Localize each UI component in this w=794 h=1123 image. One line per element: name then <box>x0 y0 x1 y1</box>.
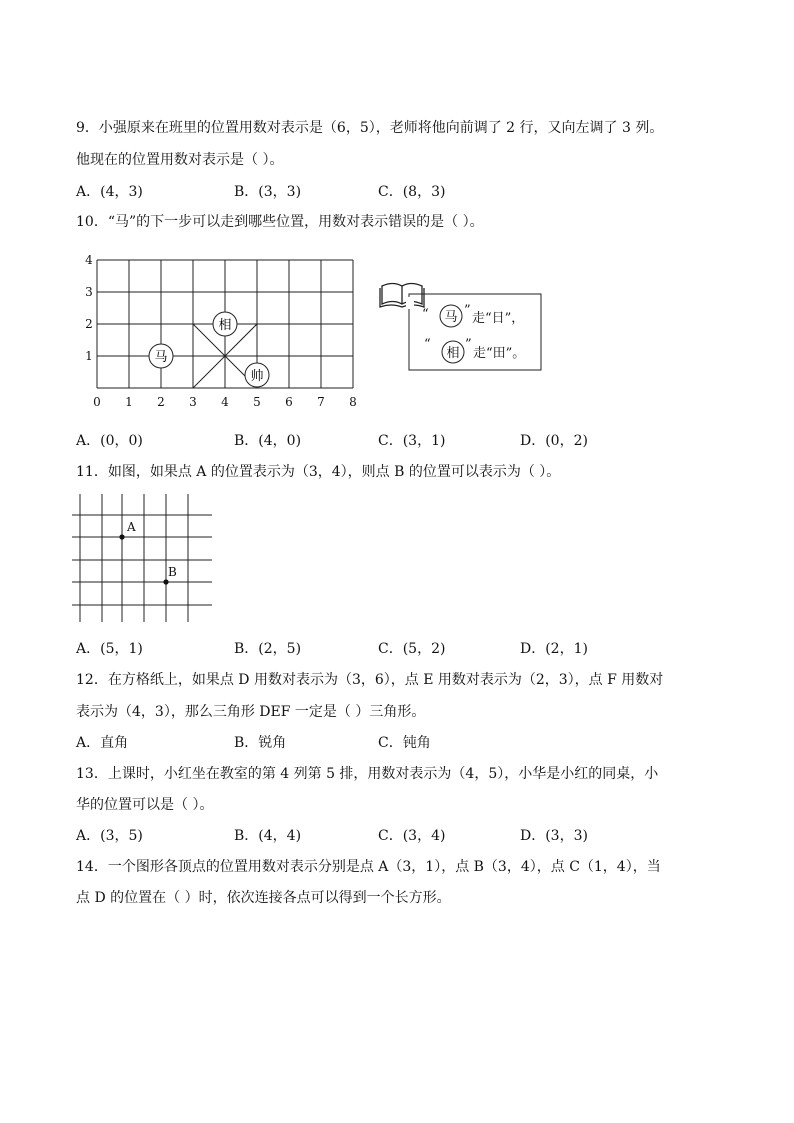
q14-line1: 14．一个图形各顶点的位置用数对表示分别是点 A（3，1），点 B（3，4），点 C（1，4），当 <box>76 859 661 875</box>
q13-option-b[interactable]: B．(4，4) <box>234 828 302 844</box>
q9-line2: 他现在的位置用数对表示是（ ）。 <box>76 152 284 168</box>
q13-option-a[interactable]: A．(3，5) <box>76 828 143 844</box>
x-tick-label: 7 <box>317 395 325 409</box>
q9-line1: 9．小强原来在班里的位置用数对表示是（6，5），老师将他向前调了 2 行，又向左调了 3 列。 <box>76 120 664 136</box>
note-piece-xiang: 相 <box>446 346 460 361</box>
x-tick-label: 8 <box>349 395 357 409</box>
q10-option-d[interactable]: D．(0，2) <box>520 433 588 449</box>
q11-grid-figure <box>72 494 214 624</box>
point-a <box>119 534 124 539</box>
x-tick-label: 2 <box>157 395 165 409</box>
q12-line2: 表示为（4，3），那么三角形 DEF 一定是（ ）三角形。 <box>76 704 426 720</box>
q13-line1: 13．上课时，小红坐在教室的第 4 列第 5 排，用数对表示为（4，5），小华是小红的同桌，小 <box>76 766 659 782</box>
q13-line2: 华的位置可以是（ ）。 <box>76 797 214 813</box>
q11-option-a[interactable]: A．(5，1) <box>76 641 143 657</box>
svg-text:帅: 帅 <box>250 369 264 384</box>
close-quote: ” <box>464 303 471 318</box>
point-b-label: B <box>168 565 177 579</box>
x-tick-label: 4 <box>221 395 229 409</box>
y-tick-label: 4 <box>85 253 93 267</box>
q10-option-c[interactable]: C．(3，1) <box>378 433 446 449</box>
piece-shuai <box>245 363 269 387</box>
q10-chess-board <box>70 250 380 412</box>
q12-option-b[interactable]: B．锐角 <box>234 735 287 751</box>
q12-option-a[interactable]: A．直角 <box>76 735 129 751</box>
open-quote: “ <box>422 307 429 322</box>
piece-xiang <box>213 312 237 336</box>
q12-option-c[interactable]: C．钝角 <box>378 735 431 751</box>
q11-option-b[interactable]: B．(2，5) <box>234 641 302 657</box>
y-tick-label: 2 <box>85 317 93 331</box>
y-tick-label: 3 <box>85 285 93 299</box>
q13-option-d[interactable]: D．(3，3) <box>520 828 588 844</box>
point-a-label: A <box>127 520 136 534</box>
x-tick-label: 1 <box>125 395 133 409</box>
point-b <box>163 579 168 584</box>
piece-ma <box>149 344 173 368</box>
x-tick-label: 0 <box>93 395 101 409</box>
q11-line1: 11．如图，如果点 A 的位置表示为（3，4），则点 B 的位置可以表示为（ ）。 <box>76 464 561 480</box>
book-icon <box>380 284 424 308</box>
q9-option-b[interactable]: B．(3，3) <box>234 184 302 200</box>
q10-option-b[interactable]: B．(4，0) <box>234 433 302 449</box>
close-quote: ” <box>465 337 472 352</box>
y-tick-label: 1 <box>85 349 93 363</box>
q11-option-c[interactable]: C．(5，2) <box>378 641 446 657</box>
note-rule-xiang: 走“田”。 <box>473 346 526 361</box>
x-tick-label: 6 <box>285 395 293 409</box>
q12-line1: 12．在方格纸上，如果点 D 用数对表示为（3，6），点 E 用数对表示为（2，3），点 F 用数对 <box>76 672 664 688</box>
q10-line1: 10．“马”的下一步可以走到哪些位置，用数对表示错误的是（ ）。 <box>76 214 484 230</box>
note-piece-ma: 马 <box>444 310 458 325</box>
q14-line2: 点 D 的位置在（ ）时，依次连接各点可以得到一个长方形。 <box>76 890 451 906</box>
x-tick-label: 3 <box>189 395 197 409</box>
svg-text:马: 马 <box>154 350 168 365</box>
q11-option-d[interactable]: D．(2，1) <box>520 641 588 657</box>
q9-option-c[interactable]: C．(8，3) <box>378 184 446 200</box>
svg-text:相: 相 <box>218 318 232 333</box>
q10-rule-note <box>378 278 548 374</box>
open-quote: “ <box>424 337 431 352</box>
note-rule-ma: 走“日”， <box>472 311 525 326</box>
q10-option-a[interactable]: A．(0，0) <box>76 433 143 449</box>
x-tick-label: 5 <box>253 395 261 409</box>
q13-option-c[interactable]: C．(3，4) <box>378 828 446 844</box>
q9-option-a[interactable]: A．(4，3) <box>76 184 143 200</box>
